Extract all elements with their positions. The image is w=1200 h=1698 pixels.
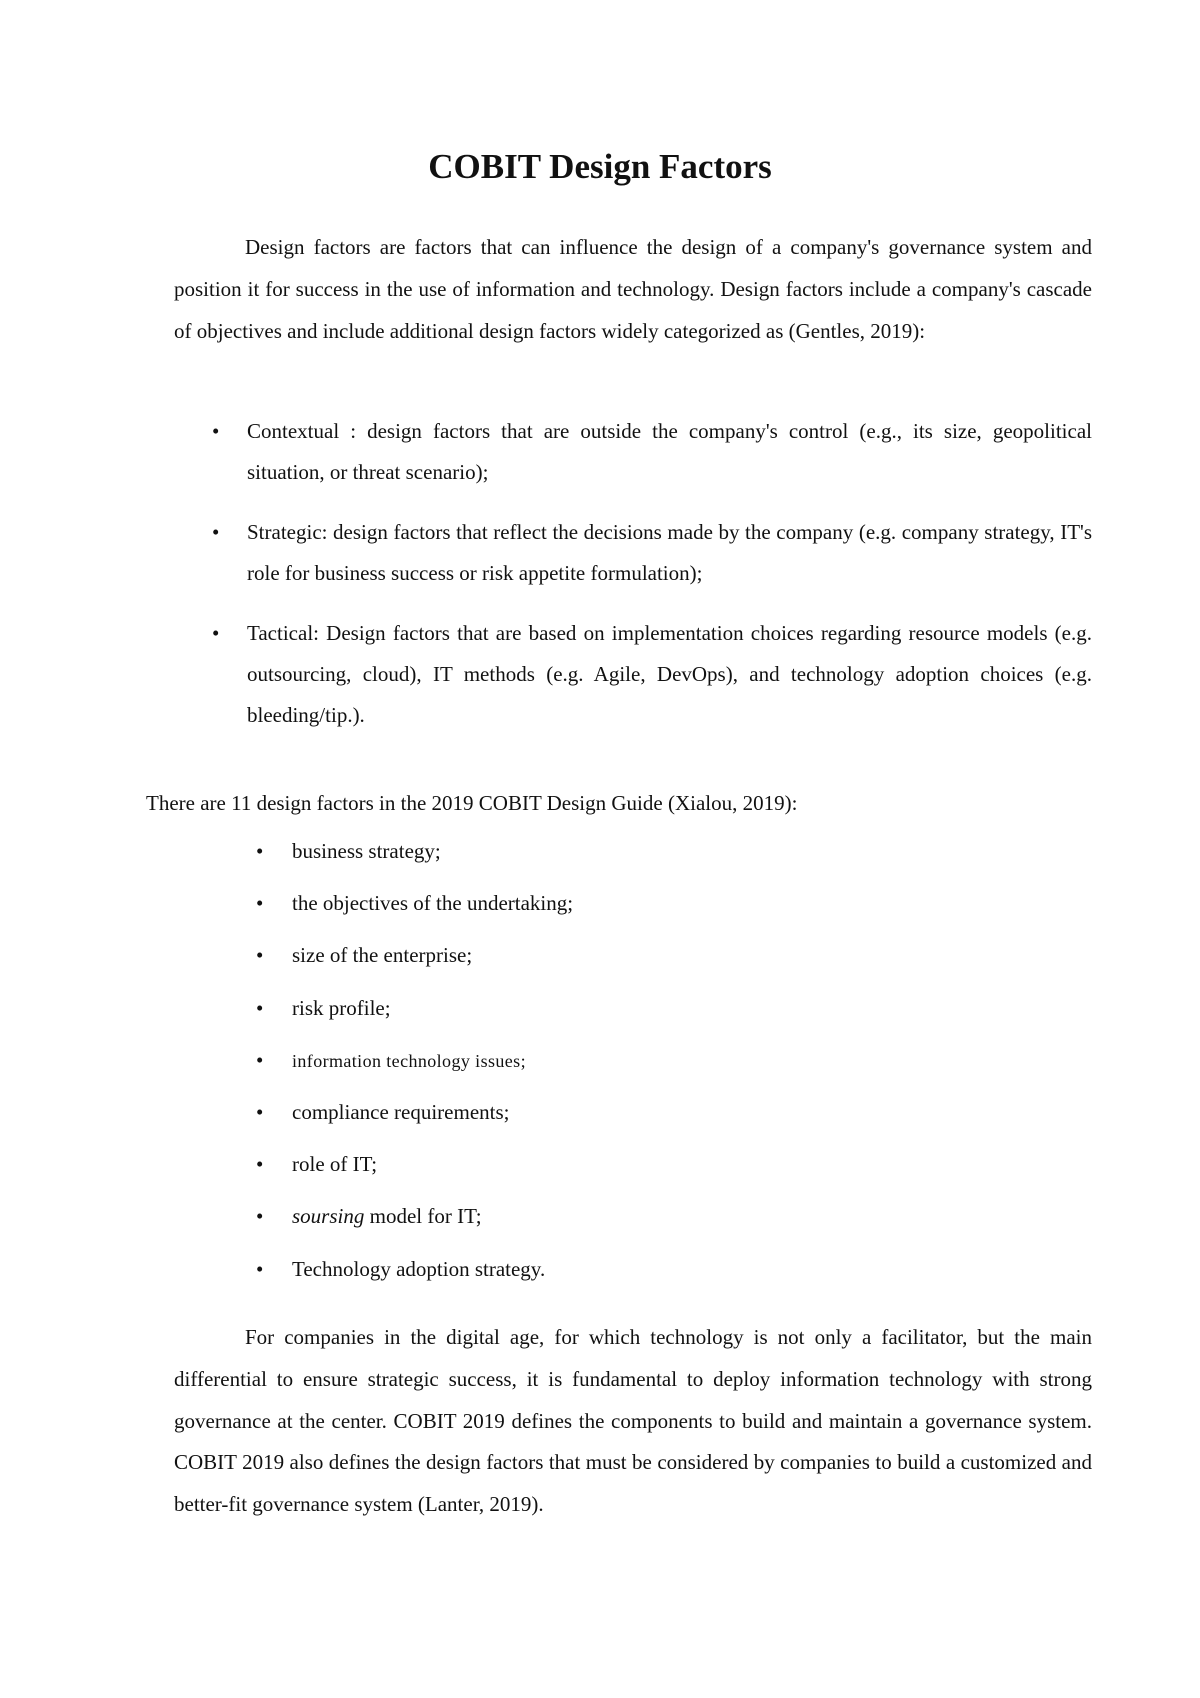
bullet-icon: • [212, 621, 220, 645]
list-item-text: Contextual : design factors that are outside the company's control (e.g., its size, geopolitical situation, or threat scenario); [247, 419, 1092, 484]
list-item-text: role of IT; [292, 1152, 378, 1177]
category-list [174, 411, 1092, 755]
bullet-icon: • [212, 419, 220, 443]
bullet-icon: • [256, 1256, 264, 1281]
list-item [174, 1143, 573, 1195]
bullet-icon: • [256, 995, 264, 1020]
list-item-text: the objectives of the undertaking; [292, 891, 574, 916]
list-item [174, 882, 573, 934]
list-item [174, 1195, 573, 1247]
list-item [174, 1039, 573, 1091]
list-item [174, 613, 1092, 736]
factors-list [174, 830, 573, 1300]
bullet-icon: • [212, 520, 220, 544]
list-item-text: Tactical: Design factors that are based on implementation choices regarding resource models (e.g. outsourcing, cloud), IT methods (e.g. Agile, DevOps), and technology adoption choices (e.g. bleeding/tip.). [247, 621, 1092, 727]
intro-paragraph: Design factors are factors that can influence the design of a company's governance system and position it for success in the use of information and technology. Design factors include a company's cascade of objectives and include additional design factors widely categorized as (Gentles, 2019): [174, 235, 1092, 343]
list-item [174, 411, 1092, 493]
list-item [174, 830, 573, 882]
bullet-icon: • [256, 891, 264, 916]
page-title: COBIT Design Factors [428, 147, 772, 186]
list-item-text: model for IT; [364, 1204, 482, 1229]
list-item [174, 1248, 573, 1300]
list-item-italic-word: soursing [292, 1204, 365, 1229]
bullet-icon: • [256, 1047, 264, 1072]
bullet-icon: • [256, 1152, 264, 1177]
factors-intro: There are 11 design factors in the 2019 COBIT Design Guide (Xialou, 2019): [146, 791, 798, 815]
list-item-text: business strategy; [292, 839, 441, 863]
closing-paragraph: For companies in the digital age, for which technology is not only a facilitator, but the main differential to ensure strategic success, it is fundamental to deploy information technology with strong governance at the center. COBIT 2019 defines the components to build and maintain a governance system. COBIT 2019 also defines the design factors that must be considered by companies to build a customized and better-fit governance system (Lanter, 2019). [174, 1325, 1092, 1517]
list-item-text: information technology issues; [292, 1050, 526, 1071]
list-item-text: compliance requirements; [292, 1099, 510, 1124]
list-item [174, 1091, 573, 1143]
list-item-text: size of the enterprise; [292, 943, 473, 968]
list-item-text: Strategic: design factors that reflect the decisions made by the company (e.g. company strategy, IT's role for business success or risk appetite formulation); [247, 520, 1092, 585]
list-item-text: risk profile; [292, 995, 391, 1020]
list-item-text: Technology adoption strategy. [292, 1256, 546, 1281]
bullet-icon: • [256, 1099, 264, 1124]
list-item [174, 987, 573, 1039]
bullet-icon: • [256, 943, 264, 968]
list-item [174, 512, 1092, 594]
bullet-icon: • [256, 839, 264, 863]
list-item [174, 934, 573, 986]
bullet-icon: • [256, 1204, 264, 1229]
